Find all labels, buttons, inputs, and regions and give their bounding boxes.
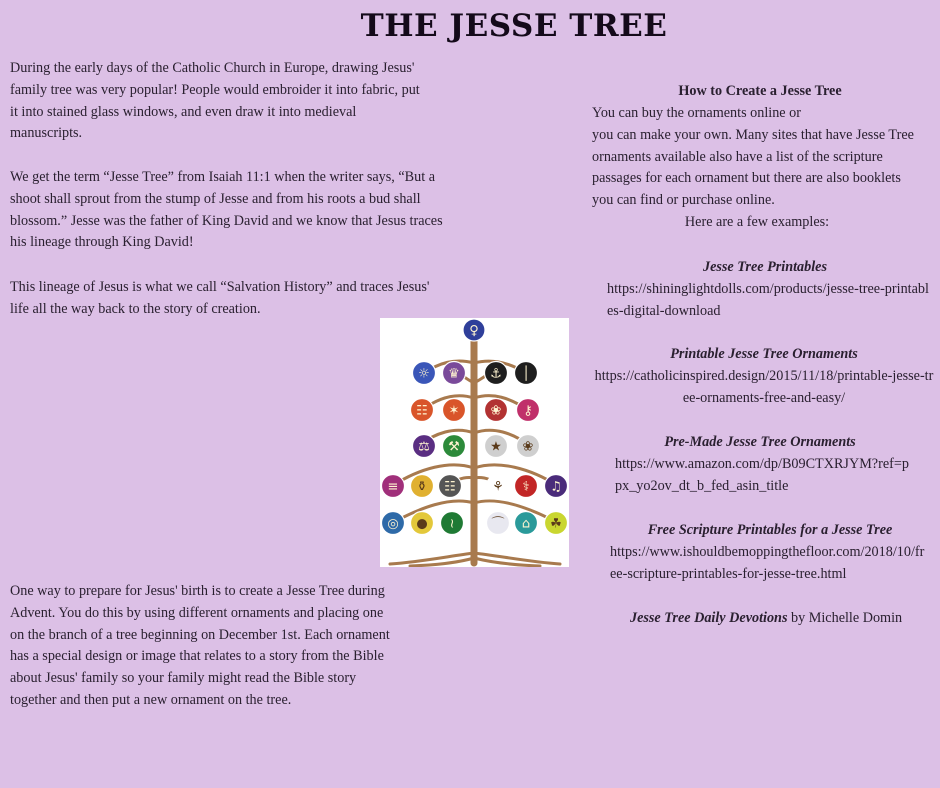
tablets-icon (439, 475, 462, 498)
ornament-glyph: │ (522, 366, 530, 382)
term-paragraph: We get the term “Jesse Tree” from Isaiah 11:1 when the writer says, “But a shoot shall sprout from the stump of Jesse and from his roots a bud shall blossom.” Jesse was the father of King David and we know that Jesus traces his lineage through King David! (10, 169, 443, 251)
examples-label: Here are a few examples: (684, 213, 830, 230)
jesse-tree-image (380, 318, 569, 567)
devotion-line (630, 608, 930, 630)
ornament-glyph: ⌂ (521, 516, 531, 532)
intro-text: you can make your own. Many sites that have Jesse Tree ornaments available also have a list of the scripture passages for each ornament but there are also booklets you can find or purchase online. (592, 126, 914, 209)
source-2-link[interactable]: https://catholicinspired.design/2015/11/18/printable-jesse-tree-ornaments-free-and-easy/ (594, 367, 934, 406)
globe-icon (382, 512, 405, 535)
ornament-glyph: ⚕ (522, 479, 530, 495)
shell-icon (517, 435, 540, 458)
how-to-body (592, 103, 922, 234)
ornament-glyph: ♫ (550, 479, 562, 495)
ornament-glyph: ☘ (550, 516, 562, 532)
crown-icon (443, 362, 466, 385)
ornament-glyph: ☼ (418, 366, 430, 382)
devotion-title: Jesse Tree Daily Devotions (630, 610, 788, 626)
ornament-glyph: ◎ (387, 516, 399, 532)
serpent-icon (441, 512, 464, 535)
source-4 (610, 520, 930, 585)
ornament-glyph: ❀ (490, 403, 502, 419)
devotion-author: by Michelle Domin (787, 610, 903, 626)
source-2 (594, 344, 934, 409)
ornament-glyph: ☷ (444, 479, 456, 495)
ornament-glyph: ❀ (522, 439, 534, 455)
lineage-paragraph: This lineage of Jesus is what we call “Salvation History” and traces Jesus' life all the way back to the story of creation. (10, 279, 430, 317)
source-3 (610, 432, 910, 497)
ornament-glyph: ♛ (448, 366, 460, 382)
oil-lamp-icon (487, 475, 510, 498)
source-3-link[interactable]: https://www.amazon.com/dp/B09CTXRJYM?ref=ppx_yo2ov_dt_b_fed_asin_title (615, 455, 909, 494)
ornament-glyph: ⌒ (491, 516, 505, 532)
source-3-title: Pre-Made Jesse Tree Ornaments (664, 434, 856, 450)
intro-line-1: You can buy the ornaments online or (592, 105, 801, 121)
page-title: THE JESSE TREE (360, 8, 668, 44)
ornament-glyph: ⚷ (523, 403, 533, 419)
ark-icon (515, 512, 538, 535)
jesse-tree-illustration (380, 318, 569, 567)
ornament-glyph: ⚒ (448, 439, 460, 455)
advent-paragraph: One way to prepare for Jesus' birth is to create a Jesse Tree during Advent. You do this by using different ornaments and placing one on the branch of a tree beginning on December 1st. Each ornament has a special design or image that relates to a story from the Bible about Jesus' family so your family might read the Bible story together and then put a new ornament on the tree. (10, 583, 390, 708)
intro-paragraph: During the early days of the Catholic Church in Europe, drawing Jesus' family tree was very popular! People would embroider it into fabric, put it into stained glass windows, and even draw it into medieval manuscripts. (10, 60, 420, 142)
hammer-icon (443, 435, 466, 458)
ornament-glyph: ≀ (449, 516, 455, 532)
source-4-title: Free Scripture Printables for a Jesse Tree (647, 522, 893, 538)
ornament-glyph: ⚘ (492, 479, 504, 495)
key-icon (517, 399, 540, 422)
ladder-icon (382, 475, 405, 498)
ornament-glyph: ⚖ (418, 439, 430, 455)
source-1-title: Jesse Tree Printables (703, 259, 827, 275)
source-4-link[interactable]: https://www.ishouldbemoppingthefloor.com/2018/10/free-scripture-printables-for-jesse-tree.html (610, 543, 925, 582)
sun-moon-icon (413, 362, 436, 385)
ornament-glyph: ⚱ (416, 479, 428, 495)
ornament-glyph: ★ (490, 439, 502, 455)
source-1 (600, 257, 930, 322)
source-1-link[interactable]: https://shininglightdolls.com/products/jesse-tree-printables-digital-download (607, 280, 929, 319)
jar-icon (411, 475, 434, 498)
ornament-glyph: ♀ (469, 323, 479, 339)
star-icon (485, 435, 508, 458)
apple-icon (411, 512, 434, 535)
how-to-heading: How to Create a Jesse Tree (678, 83, 842, 99)
ornament-glyph: ☷ (416, 403, 428, 419)
bible-icon (411, 399, 434, 422)
ornament-glyph: ≡ (387, 479, 399, 495)
source-2-title: Printable Jesse Tree Ornaments (670, 346, 858, 362)
grapes-icon (485, 399, 508, 422)
tree-branch (474, 553, 560, 564)
candle-icon (515, 362, 538, 385)
scales-icon (413, 435, 436, 458)
staff-icon (515, 475, 538, 498)
lamp-icon (443, 399, 466, 422)
chalice-icon (485, 362, 508, 385)
ornament-glyph: ● (416, 516, 428, 532)
mary-icon (463, 319, 485, 341)
rainbow-icon (487, 512, 510, 535)
lamb-icon (545, 512, 568, 535)
harp-icon (545, 475, 568, 498)
ornament-glyph: ✶ (448, 403, 460, 419)
ornament-glyph: ⚓ (490, 366, 502, 382)
